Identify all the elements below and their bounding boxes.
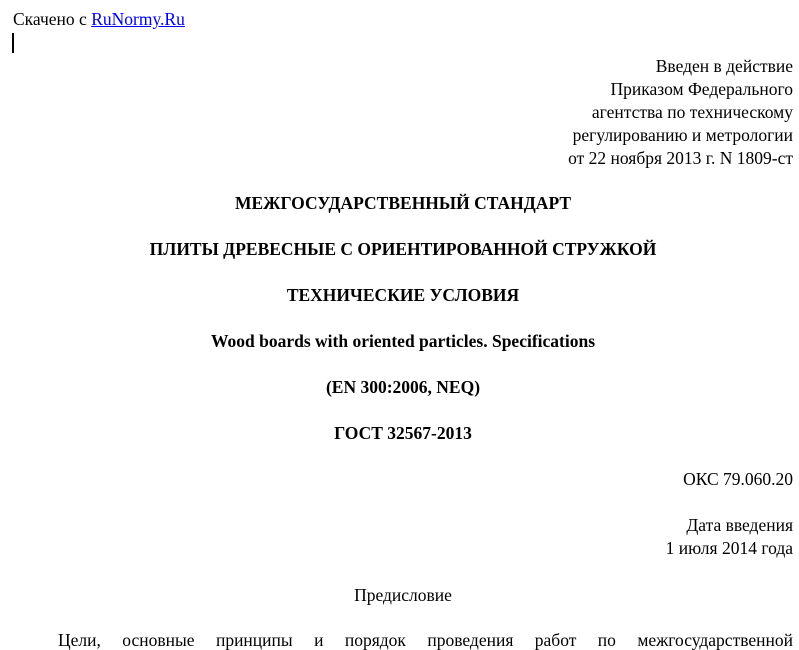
paragraph-text: Цели, основные принципы и порядок проведения работ по межгосударственной bbox=[58, 630, 793, 650]
decree-line: регулированию и метрологии bbox=[572, 125, 793, 145]
text-cursor bbox=[12, 33, 14, 53]
gost-number: ГОСТ 32567-2013 bbox=[334, 423, 472, 443]
oks-code: ОКС 79.060.20 bbox=[683, 469, 793, 489]
standard-reference: (EN 300:2006, NEQ) bbox=[325, 377, 481, 397]
decree-line: от 22 ноября 2013 г. N 1809-ст bbox=[568, 148, 793, 168]
english-title: Wood boards with oriented particles. Specifications bbox=[210, 331, 596, 351]
decree-line: агентства по техническому bbox=[591, 102, 793, 122]
source-link[interactable]: RuNormy.Ru bbox=[91, 9, 185, 29]
decree-line: Введен в действие bbox=[655, 56, 793, 76]
decree-line: Приказом Федерального bbox=[610, 79, 793, 99]
source-prefix: Скачено с bbox=[13, 9, 92, 29]
decree-block bbox=[568, 55, 793, 170]
intro-date-label: Дата введения bbox=[686, 515, 793, 535]
document-subtitle: ТЕХНИЧЕСКИЕ УСЛОВИЯ bbox=[286, 285, 520, 305]
standard-type: МЕЖГОСУДАРСТВЕННЫЙ СТАНДАРТ bbox=[234, 193, 572, 213]
intro-date: 1 июля 2014 года bbox=[665, 538, 793, 558]
document-title: ПЛИТЫ ДРЕВЕСНЫЕ С ОРИЕНТИРОВАННОЙ СТРУЖКОЙ bbox=[149, 239, 657, 259]
source-line bbox=[13, 8, 185, 31]
section-title: Предисловие bbox=[354, 585, 452, 605]
